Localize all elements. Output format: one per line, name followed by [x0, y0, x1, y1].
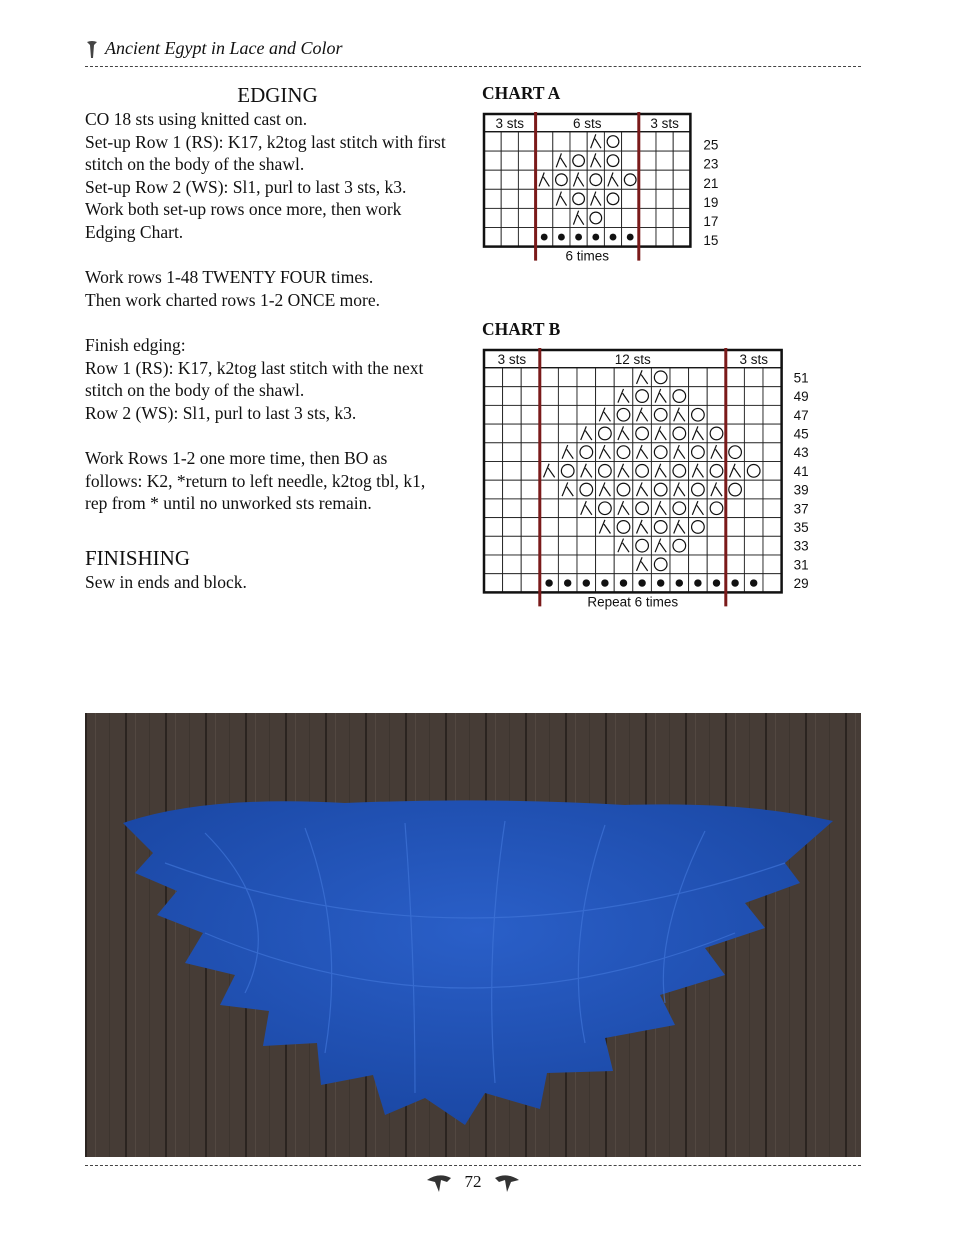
- chart-cell: [503, 499, 522, 518]
- chart-cell: [558, 499, 577, 518]
- chart-cell: [763, 518, 782, 537]
- purl-dot-symbol: [575, 234, 582, 241]
- repeat-stitch-label: 6 sts: [572, 116, 602, 131]
- chart-cell: [501, 151, 518, 170]
- finishing-heading: FINISHING: [85, 545, 190, 570]
- chart-cell: [763, 424, 782, 443]
- chart-cell: [726, 387, 745, 406]
- chart-cell: [484, 480, 503, 499]
- chart-cell: [484, 574, 503, 593]
- chart-cell: [744, 499, 763, 518]
- chart-cell: [521, 536, 540, 555]
- chart-cell: [536, 151, 553, 170]
- chart-cell: [484, 462, 503, 481]
- chart-cell: [501, 208, 518, 227]
- chart-cell: [484, 536, 503, 555]
- chart-cell: [501, 228, 518, 247]
- chart-cell: [744, 518, 763, 537]
- repeat-count-label: 6 times: [565, 248, 609, 264]
- chart-cell: [596, 368, 615, 387]
- chart-cell: [484, 555, 503, 574]
- chart-cell: [763, 368, 782, 387]
- chart-cell: [639, 208, 656, 227]
- purl-dot-symbol: [676, 579, 683, 586]
- chart-cell: [540, 518, 559, 537]
- chart-cell: [673, 208, 690, 227]
- chart-cell: [577, 518, 596, 537]
- chart-cell: [707, 368, 726, 387]
- row-number: 37: [793, 501, 809, 517]
- chart-cell: [622, 151, 639, 170]
- chart-cell: [670, 555, 689, 574]
- chart-cell: [622, 208, 639, 227]
- chart-cell: [673, 170, 690, 189]
- row-number: 21: [703, 175, 719, 191]
- chart-cell: [707, 518, 726, 537]
- chart-cell: [726, 424, 745, 443]
- chart-cell: [744, 387, 763, 406]
- chart-cell: [484, 424, 503, 443]
- chart-cell: [553, 132, 570, 151]
- chart-a-grid: [478, 112, 738, 272]
- chart-cell: [596, 387, 615, 406]
- purl-dot-symbol: [541, 234, 548, 241]
- chart-cell: [540, 555, 559, 574]
- chart-cell: [707, 555, 726, 574]
- chart-cell: [614, 368, 633, 387]
- chart-cell: [484, 405, 503, 424]
- instruction-line: rep from * until no unworked sts remain.: [85, 493, 372, 514]
- chart-cell: [656, 208, 673, 227]
- instruction-line: Set-up Row 1 (RS): K17, k2tog last stitch with first: [85, 131, 446, 152]
- instruction-line: Finish edging:: [85, 334, 186, 355]
- purl-dot-symbol: [583, 579, 590, 586]
- repeat-stitch-label: 12 sts: [614, 352, 651, 367]
- chart-cell: [521, 518, 540, 537]
- chart-cell: [503, 480, 522, 499]
- chart-cell: [689, 387, 708, 406]
- chart-cell: [521, 499, 540, 518]
- instruction-line: stitch on the body of the shawl.: [85, 380, 305, 401]
- book-title: Ancient Egypt in Lace and Color: [105, 38, 343, 58]
- instruction-line: Then work charted rows 1-2 ONCE more.: [85, 289, 380, 310]
- chart-cell: [484, 208, 501, 227]
- chart-cell: [521, 480, 540, 499]
- chart-cell: [639, 151, 656, 170]
- chart-cell: [656, 228, 673, 247]
- chart-cell: [484, 518, 503, 537]
- chart-cell: [726, 536, 745, 555]
- chart-cell: [558, 368, 577, 387]
- chart-cell: [503, 462, 522, 481]
- chart-cell: [540, 368, 559, 387]
- chart-cell: [744, 443, 763, 462]
- page-footer: [85, 1165, 861, 1196]
- running-header: [85, 36, 861, 67]
- chart-cell: [521, 555, 540, 574]
- ankh-logo-icon: [85, 40, 99, 60]
- chart-cell: [763, 536, 782, 555]
- chart-cell: [540, 424, 559, 443]
- chart-cell: [614, 555, 633, 574]
- chart-cell: [518, 228, 535, 247]
- chart-cell: [503, 518, 522, 537]
- chart-cell: [540, 499, 559, 518]
- chart-cell: [536, 189, 553, 208]
- row-number: 39: [793, 482, 809, 498]
- chart-cell: [521, 405, 540, 424]
- purl-dot-symbol: [638, 579, 645, 586]
- left-stitch-label: 3 sts: [497, 352, 527, 367]
- chart-cell: [503, 443, 522, 462]
- instruction-line: follows: K2, *return to left needle, k2tog tbl, k1,: [85, 470, 426, 491]
- instruction-line: Row 2 (WS): Sl1, purl to last 3 sts, k3.: [85, 402, 357, 423]
- chart-cell: [689, 555, 708, 574]
- page-number: 72: [464, 1172, 482, 1191]
- row-number: 41: [793, 463, 809, 479]
- chart-cell: [744, 480, 763, 499]
- chart-cell: [521, 574, 540, 593]
- instruction-line: Edging Chart.: [85, 221, 184, 242]
- instruction-line: stitch on the body of the shawl.: [85, 154, 305, 175]
- chart-cell: [536, 208, 553, 227]
- chart-cell: [670, 368, 689, 387]
- chart-cell: [726, 499, 745, 518]
- chart-cell: [596, 536, 615, 555]
- chart-cell: [540, 405, 559, 424]
- chart-cell: [639, 170, 656, 189]
- instruction-line: CO 18 sts using knitted cast on.: [85, 109, 308, 129]
- purl-dot-symbol: [713, 579, 720, 586]
- chart-cell: [763, 387, 782, 406]
- chart-cell: [484, 132, 501, 151]
- chart-cell: [744, 424, 763, 443]
- chart-cell: [673, 189, 690, 208]
- chart-cell: [553, 208, 570, 227]
- chart-cell: [639, 228, 656, 247]
- instruction-line: Work rows 1-48 TWENTY FOUR times.: [85, 267, 374, 288]
- purl-dot-symbol: [657, 579, 664, 586]
- chart-cell: [622, 132, 639, 151]
- chart-a-label: CHART A: [482, 83, 561, 103]
- chart-cell: [744, 555, 763, 574]
- purl-dot-symbol: [750, 579, 757, 586]
- finishing-text: Sew in ends and block.: [85, 571, 247, 592]
- chart-cell: [518, 170, 535, 189]
- chart-cell: [596, 555, 615, 574]
- chart-cell: [673, 151, 690, 170]
- chart-cell: [558, 536, 577, 555]
- chart-cell: [639, 132, 656, 151]
- chart-b-label: CHART B: [482, 319, 561, 339]
- chart-cell: [726, 555, 745, 574]
- chart-cell: [518, 189, 535, 208]
- purl-dot-symbol: [694, 579, 701, 586]
- chart-cell: [558, 424, 577, 443]
- chart-cell: [558, 387, 577, 406]
- purl-dot-symbol: [601, 579, 608, 586]
- chart-cell: [503, 424, 522, 443]
- right-winged-ornament-icon: [493, 1172, 521, 1194]
- purl-dot-symbol: [620, 579, 627, 586]
- chart-cell: [744, 368, 763, 387]
- chart-cell: [484, 170, 501, 189]
- chart-cell: [726, 368, 745, 387]
- row-number: 23: [703, 156, 719, 172]
- chart-cell: [570, 132, 587, 151]
- chart-cell: [503, 536, 522, 555]
- chart-cell: [503, 387, 522, 406]
- chart-cell: [521, 387, 540, 406]
- chart-cell: [501, 170, 518, 189]
- instruction-line: Set-up Row 2 (WS): Sl1, purl to last 3 sts, k3.: [85, 176, 407, 197]
- chart-cell: [707, 405, 726, 424]
- row-number: 35: [793, 519, 809, 535]
- chart-cell: [503, 555, 522, 574]
- chart-cell: [518, 132, 535, 151]
- chart-cell: [763, 499, 782, 518]
- chart-cell: [763, 443, 782, 462]
- chart-cell: [604, 208, 621, 227]
- chart-cell: [763, 555, 782, 574]
- chart-cell: [536, 132, 553, 151]
- chart-cell: [577, 387, 596, 406]
- chart-cell: [501, 189, 518, 208]
- chart-cell: [484, 189, 501, 208]
- chart-cell: [656, 170, 673, 189]
- chart-cell: [744, 536, 763, 555]
- chart-cell: [707, 387, 726, 406]
- chart-cell: [501, 132, 518, 151]
- chart-cell: [558, 555, 577, 574]
- chart-cell: [521, 462, 540, 481]
- shawl-photo: [85, 713, 861, 1157]
- chart-cell: [763, 574, 782, 593]
- instruction-line: Work Rows 1-2 one more time, then BO as: [85, 447, 388, 468]
- chart-cell: [707, 536, 726, 555]
- chart-cell: [521, 368, 540, 387]
- row-number: 43: [793, 445, 809, 461]
- chart-cell: [558, 518, 577, 537]
- chart-cell: [503, 368, 522, 387]
- chart-cell: [540, 536, 559, 555]
- row-number: 49: [793, 389, 809, 405]
- purl-dot-symbol: [558, 234, 565, 241]
- row-number: 29: [793, 576, 809, 592]
- left-stitch-label: 3 sts: [495, 116, 525, 131]
- chart-cell: [763, 405, 782, 424]
- chart-cell: [656, 132, 673, 151]
- chart-cell: [763, 480, 782, 499]
- chart-cell: [518, 151, 535, 170]
- chart-cell: [689, 536, 708, 555]
- chart-cell: [484, 368, 503, 387]
- chart-cell: [558, 405, 577, 424]
- chart-cell: [622, 189, 639, 208]
- repeat-count-label: Repeat 6 times: [587, 594, 679, 610]
- chart-cell: [763, 462, 782, 481]
- chart-cell: [726, 405, 745, 424]
- chart-cell: [540, 443, 559, 462]
- chart-cell: [484, 387, 503, 406]
- purl-dot-symbol: [610, 234, 617, 241]
- chart-cell: [726, 518, 745, 537]
- purl-dot-symbol: [545, 579, 552, 586]
- row-number: 15: [703, 233, 719, 249]
- chart-cell: [577, 405, 596, 424]
- chart-b-grid: [478, 348, 858, 623]
- purl-dot-symbol: [564, 579, 571, 586]
- chart-cell: [503, 405, 522, 424]
- chart-cell: [639, 189, 656, 208]
- chart-cell: [656, 151, 673, 170]
- chart-cell: [540, 387, 559, 406]
- chart-cell: [656, 189, 673, 208]
- purl-dot-symbol: [731, 579, 738, 586]
- chart-cell: [577, 536, 596, 555]
- purl-dot-symbol: [627, 234, 634, 241]
- purl-dot-symbol: [592, 234, 599, 241]
- chart-cell: [673, 228, 690, 247]
- row-number: 45: [793, 426, 809, 442]
- chart-cell: [484, 228, 501, 247]
- chart-cell: [689, 368, 708, 387]
- row-number: 31: [793, 557, 809, 573]
- edging-instructions: [85, 82, 470, 593]
- chart-cell: [577, 368, 596, 387]
- right-stitch-label: 3 sts: [739, 352, 768, 367]
- chart-cell: [744, 405, 763, 424]
- chart-cell: [484, 443, 503, 462]
- chart-cell: [484, 151, 501, 170]
- row-number: 25: [703, 137, 719, 153]
- chart-cell: [577, 555, 596, 574]
- row-number: 19: [703, 194, 719, 210]
- right-stitch-label: 3 sts: [650, 116, 679, 131]
- row-number: 47: [793, 407, 809, 423]
- instruction-line: Row 1 (RS): K17, k2tog last stitch with the next: [85, 357, 424, 378]
- chart-cell: [503, 574, 522, 593]
- chart-cell: [521, 424, 540, 443]
- row-number: 17: [703, 213, 719, 229]
- edging-heading: EDGING: [237, 83, 318, 107]
- chart-cell: [540, 480, 559, 499]
- chart-cell: [518, 208, 535, 227]
- instruction-line: Work both set-up rows once more, then work: [85, 199, 402, 220]
- shawl-photo-image: [85, 713, 861, 1157]
- chart-cell: [673, 132, 690, 151]
- row-number: 51: [793, 370, 809, 386]
- row-number: 33: [793, 538, 809, 554]
- chart-cell: [521, 443, 540, 462]
- chart-cell: [484, 499, 503, 518]
